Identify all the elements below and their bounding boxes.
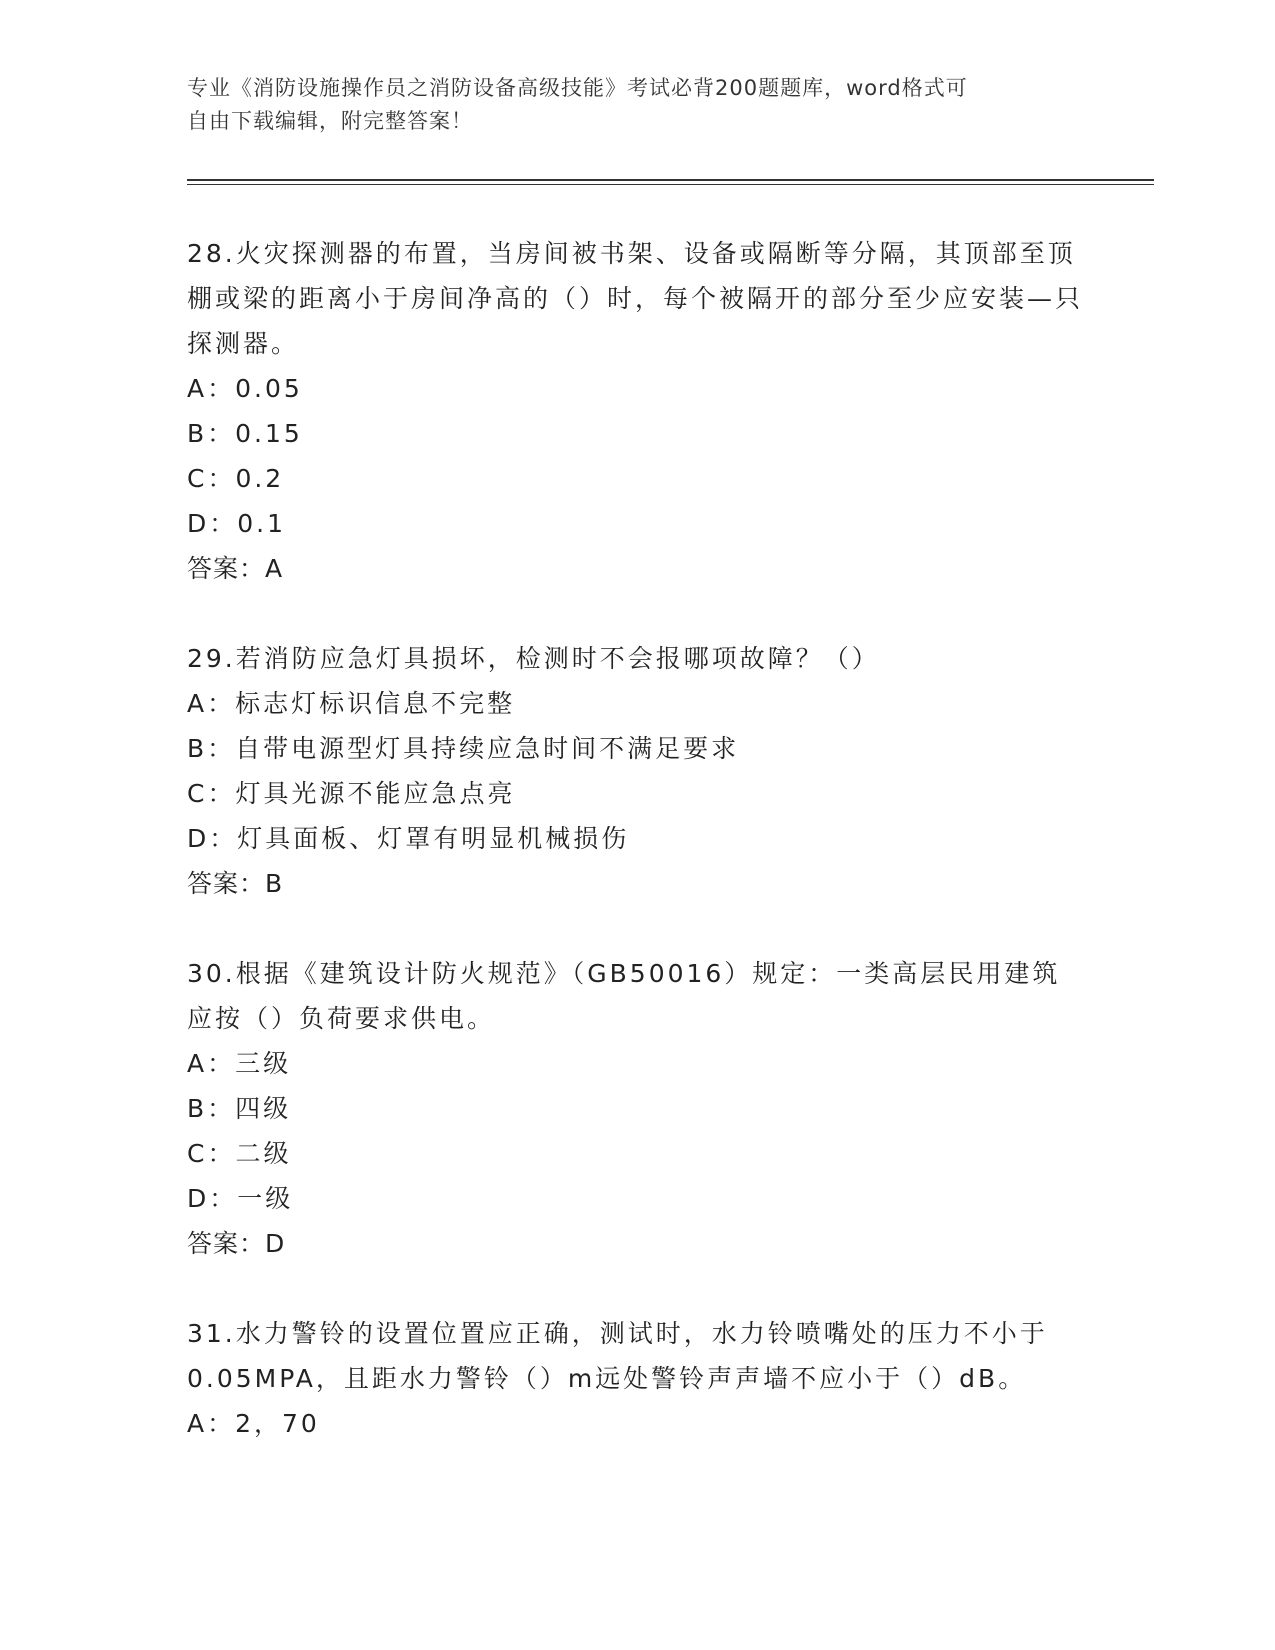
option-c: C：二级 [187, 1139, 292, 1168]
question-28 [187, 231, 1087, 591]
option-d: D：一级 [187, 1184, 294, 1213]
option-c: C：灯具光源不能应急点亮 [187, 779, 516, 808]
header-divider [187, 179, 1154, 181]
option-a: A：2，70 [187, 1409, 320, 1438]
question-30 [187, 951, 1087, 1266]
option-b: B：0.15 [187, 419, 303, 448]
header-divider-thin [187, 184, 1154, 185]
option-b: B：自带电源型灯具持续应急时间不满足要求 [187, 734, 740, 763]
answer-label: 答案：B [187, 869, 284, 898]
question-31 [187, 1311, 1087, 1446]
answer-label: 答案：D [187, 1229, 286, 1258]
option-b: B：四级 [187, 1094, 292, 1123]
answer-label: 答案：A [187, 554, 284, 583]
option-c: C：0.2 [187, 464, 285, 493]
option-a: A：0.05 [187, 374, 303, 403]
option-d: D：0.1 [187, 509, 287, 538]
page-header: 专业《消防设施操作员之消防设备高级技能》考试必背200题题库，word格式可 自由下载编辑，附完整答案！ [187, 76, 968, 133]
option-d: D：灯具面板、灯罩有明显机械损伤 [187, 824, 630, 853]
option-a: A：标志灯标识信息不完整 [187, 689, 516, 718]
question-stem: 31.水力警铃的设置位置应正确，测试时，水力铃喷嘴处的压力不小于0.05MPA，且距水力警铃（）m远处警铃声声墙不应小于（）dB。 [187, 1319, 1048, 1393]
question-stem: 29.若消防应急灯具损坏，检测时不会报哪项故障？（） [187, 644, 880, 673]
question-29 [187, 636, 1087, 906]
question-stem: 30.根据《建筑设计防火规范》（GB50016）规定：一类高层民用建筑应按（）负荷要求供电。 [187, 959, 1061, 1033]
question-stem: 28.火灾探测器的布置，当房间被书架、设备或隔断等分隔，其顶部至顶棚或梁的距离小于房间净高的（）时，每个被隔开的部分至少应安装—只探测器。 [187, 239, 1084, 358]
option-a: A：三级 [187, 1049, 292, 1078]
